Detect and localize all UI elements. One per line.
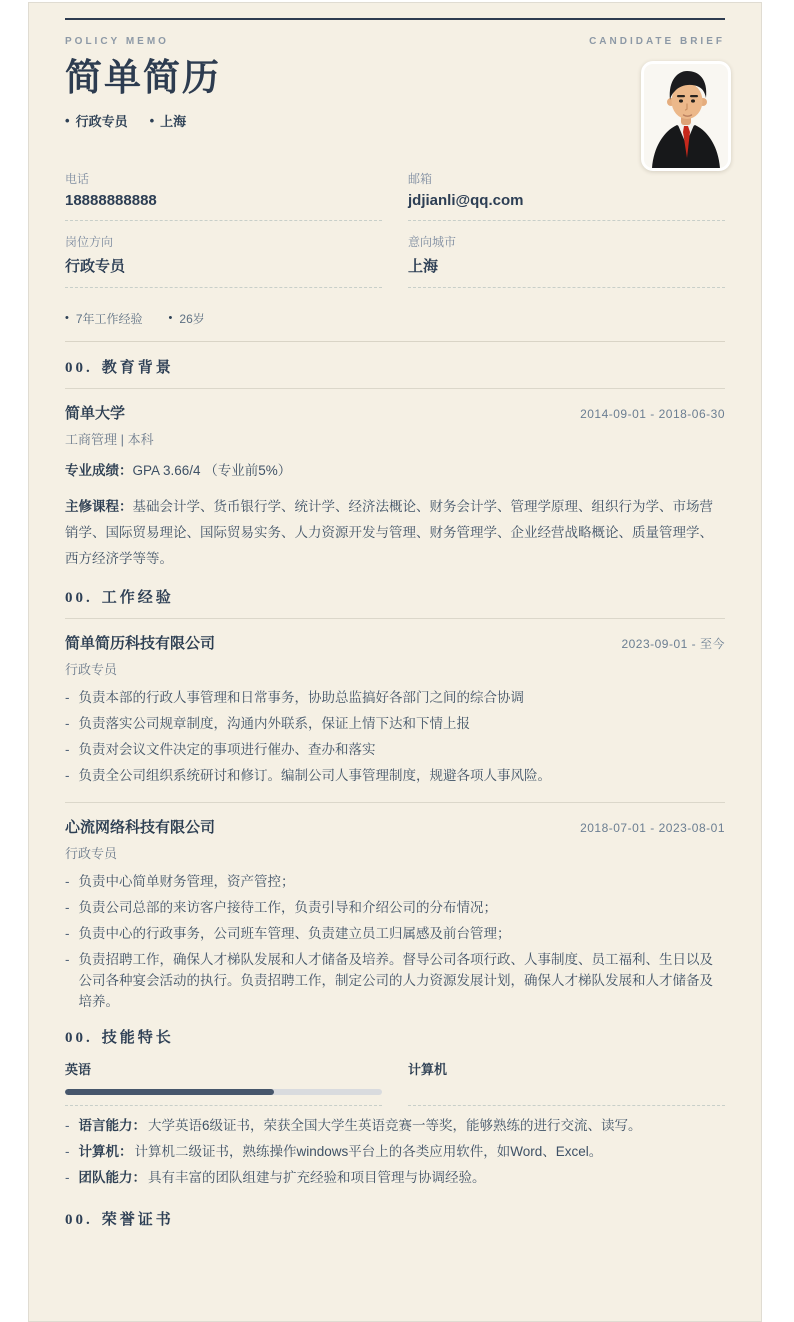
section-number: 00. [65, 359, 93, 376]
school-name: 简单大学 [65, 404, 126, 422]
job-bullet [65, 923, 725, 944]
job-bullet [65, 949, 725, 1012]
candidate-name: 简单简历 [65, 58, 221, 99]
contact-field-target-city [408, 233, 725, 288]
courses-line [65, 494, 725, 572]
kicker-right: CANDIDATE BRIEF [589, 36, 725, 47]
section-number: 00. [65, 589, 93, 606]
section-title: 荣誉证书 [101, 1210, 174, 1228]
skill-bullet-text [79, 1115, 642, 1136]
education-entry [65, 388, 725, 572]
tags-row [65, 310, 725, 327]
skill-bullet-label: 语言能力： [78, 1117, 146, 1133]
job-bullet-text: 负责招聘工作，确保人才梯队发展和人才储备及培养。督导公司各项行政、人事制度、员工福利、生日以及公司各种宴会活动的执行。负责招聘工作，制定公司的人力资源发展计划，确保人才梯队发展和人才储备及培养。 [78, 951, 713, 1009]
portrait-avatar-illustration [644, 64, 728, 168]
profile-photo [641, 61, 731, 171]
courses-label: 主修课程： [65, 498, 133, 514]
section-heading-skills [65, 1026, 725, 1047]
job-bullet-text: 负责中心简单财务管理，资产管控； [78, 873, 295, 889]
skill-bullet [65, 1167, 725, 1188]
field-value: 18888888888 [65, 191, 157, 209]
job-bullet-text: 负责公司总部的来访客户接待工作，负责引导和介绍公司的分布情况； [78, 899, 497, 915]
work-date-range: 2018-07-01 - 2023-08-01 [580, 820, 725, 835]
skill-bullet-label: 计算机： [78, 1143, 133, 1159]
dot-icon: • [65, 311, 69, 324]
skill-computer [408, 1059, 725, 1106]
job-role: 行政专员 [65, 845, 118, 861]
contact-grid [65, 170, 725, 300]
dash-icon: - [65, 873, 70, 889]
gpa-value: GPA 3.66/4 （专业前5%） [132, 462, 292, 478]
dash-icon: - [65, 715, 70, 731]
job-bullet-list [65, 687, 725, 786]
major-degree: 工商管理 | 本科 [65, 431, 154, 447]
skill-bullet-body: 具有丰富的团队组建与扩充经验和项目管理与协调经验。 [148, 1169, 486, 1185]
resume-page [28, 2, 762, 1322]
tag-label: 7年工作经验 [75, 311, 143, 326]
field-label: 邮箱 [408, 171, 433, 186]
skill-bullet-text [79, 1167, 486, 1188]
job-bullet-text: 负责中心的行政事务，公司班车管理、负责建立员工归属感及前台管理； [78, 925, 511, 941]
section-number: 00. [65, 1211, 93, 1228]
skill-bullet-body: 计算机二级证书，熟练操作windows平台上的各类应用软件，如Word、Excel。 [134, 1143, 603, 1159]
dash-icon: - [65, 899, 70, 915]
section-title: 技能特长 [101, 1028, 174, 1046]
skill-name: 英语 [65, 1061, 92, 1077]
section-heading-education [65, 356, 725, 377]
job-bullet [65, 687, 725, 708]
skills-grid [65, 1059, 725, 1106]
dot-icon: • [149, 112, 155, 128]
job-bullet [65, 871, 725, 892]
company-name: 简单简历科技有限公司 [65, 634, 216, 652]
job-bullet [65, 765, 725, 786]
section-title: 教育背景 [101, 358, 174, 376]
company-name: 心流网络科技有限公司 [65, 818, 216, 836]
field-label: 岗位方向 [65, 234, 114, 249]
kicker-left: POLICY MEMO [65, 36, 169, 47]
dash-icon: - [65, 767, 70, 783]
dash-icon: - [65, 1117, 70, 1133]
section-heading-work [65, 586, 725, 607]
tag-label: 26岁 [179, 311, 205, 326]
dash-icon: - [65, 925, 70, 941]
skill-bullet [65, 1141, 725, 1162]
section-heading-honors [65, 1208, 725, 1229]
meta-city-label: 上海 [160, 113, 187, 129]
section-title: 工作经验 [101, 588, 174, 606]
dot-icon: • [168, 311, 173, 324]
field-value: 上海 [408, 257, 439, 275]
job-bullet-text: 负责落实公司规章制度，沟通内外联系，保证上情下达和下情上报 [78, 715, 470, 731]
meta-position [65, 111, 128, 130]
work-entry-head [65, 632, 725, 653]
meta-city [150, 111, 187, 130]
contact-field-target-position [65, 233, 382, 288]
skill-bullet-body: 大学英语6级证书，荣获全国大学生英语竞赛一等奖，能够熟练的进行交流、读写。 [148, 1117, 642, 1133]
job-bullet-text: 负责本部的行政人事管理和日常事务，协助总监搞好各部门之间的综合协调 [78, 689, 524, 705]
meta-position-label: 行政专员 [75, 113, 128, 129]
field-label: 电话 [65, 171, 90, 186]
skill-bullet-list [65, 1115, 725, 1188]
candidate-meta [65, 111, 725, 130]
tag-age [169, 310, 205, 327]
education-date-range: 2014-09-01 - 2018-06-30 [580, 406, 725, 421]
job-bullet-list [65, 871, 725, 1012]
skill-bullet-label: 团队能力： [78, 1169, 146, 1185]
header-rule [65, 18, 725, 20]
contact-field-email [408, 170, 725, 221]
job-role: 行政专员 [65, 661, 118, 677]
skill-bullet-text [79, 1141, 603, 1162]
tag-experience [65, 310, 143, 327]
dash-icon: - [65, 689, 70, 705]
job-bullet [65, 739, 725, 760]
skill-progress-track [65, 1089, 382, 1095]
gpa-label: 专业成绩： [65, 462, 133, 478]
kicker-row [65, 36, 725, 47]
header-divider [65, 341, 725, 342]
skill-progress-fill [65, 1089, 274, 1095]
contact-field-phone [65, 170, 382, 221]
dash-icon: - [65, 1169, 70, 1185]
job-bullet [65, 713, 725, 734]
field-value: 行政专员 [65, 257, 126, 275]
skill-name: 计算机 [408, 1061, 448, 1077]
education-entry-head [65, 402, 725, 423]
skill-bullet [65, 1115, 725, 1136]
dash-icon: - [65, 741, 70, 757]
job-bullet-text: 负责全公司组织系统研讨和修订。编制公司人事管理制度，规避各项人事风险。 [78, 767, 551, 783]
job-bullet [65, 897, 725, 918]
field-label: 意向城市 [408, 234, 457, 249]
work-entry-2 [65, 802, 725, 1012]
gpa-line [65, 458, 725, 484]
field-value: jdjianli@qq.com [408, 191, 524, 209]
dash-icon: - [65, 1143, 70, 1159]
work-entry-head [65, 816, 725, 837]
dot-icon: • [65, 112, 70, 128]
skill-english [65, 1059, 382, 1106]
section-number: 00. [65, 1029, 93, 1046]
work-date-range: 2023-09-01 - 至今 [621, 636, 725, 651]
courses-value: 基础会计学、货币银行学、统计学、经济法概论、财务会计学、管理学原理、组织行为学、市场营销学、国际贸易理论、国际贸易实务、人力资源开发与管理、财务管理学、企业经营战略概论、质量管理学、西方经济学等等。 [65, 498, 713, 566]
work-entry-1 [65, 618, 725, 786]
dash-icon: - [65, 951, 70, 967]
job-bullet-text: 负责对会议文件决定的事项进行催办、查办和落实 [78, 741, 376, 757]
